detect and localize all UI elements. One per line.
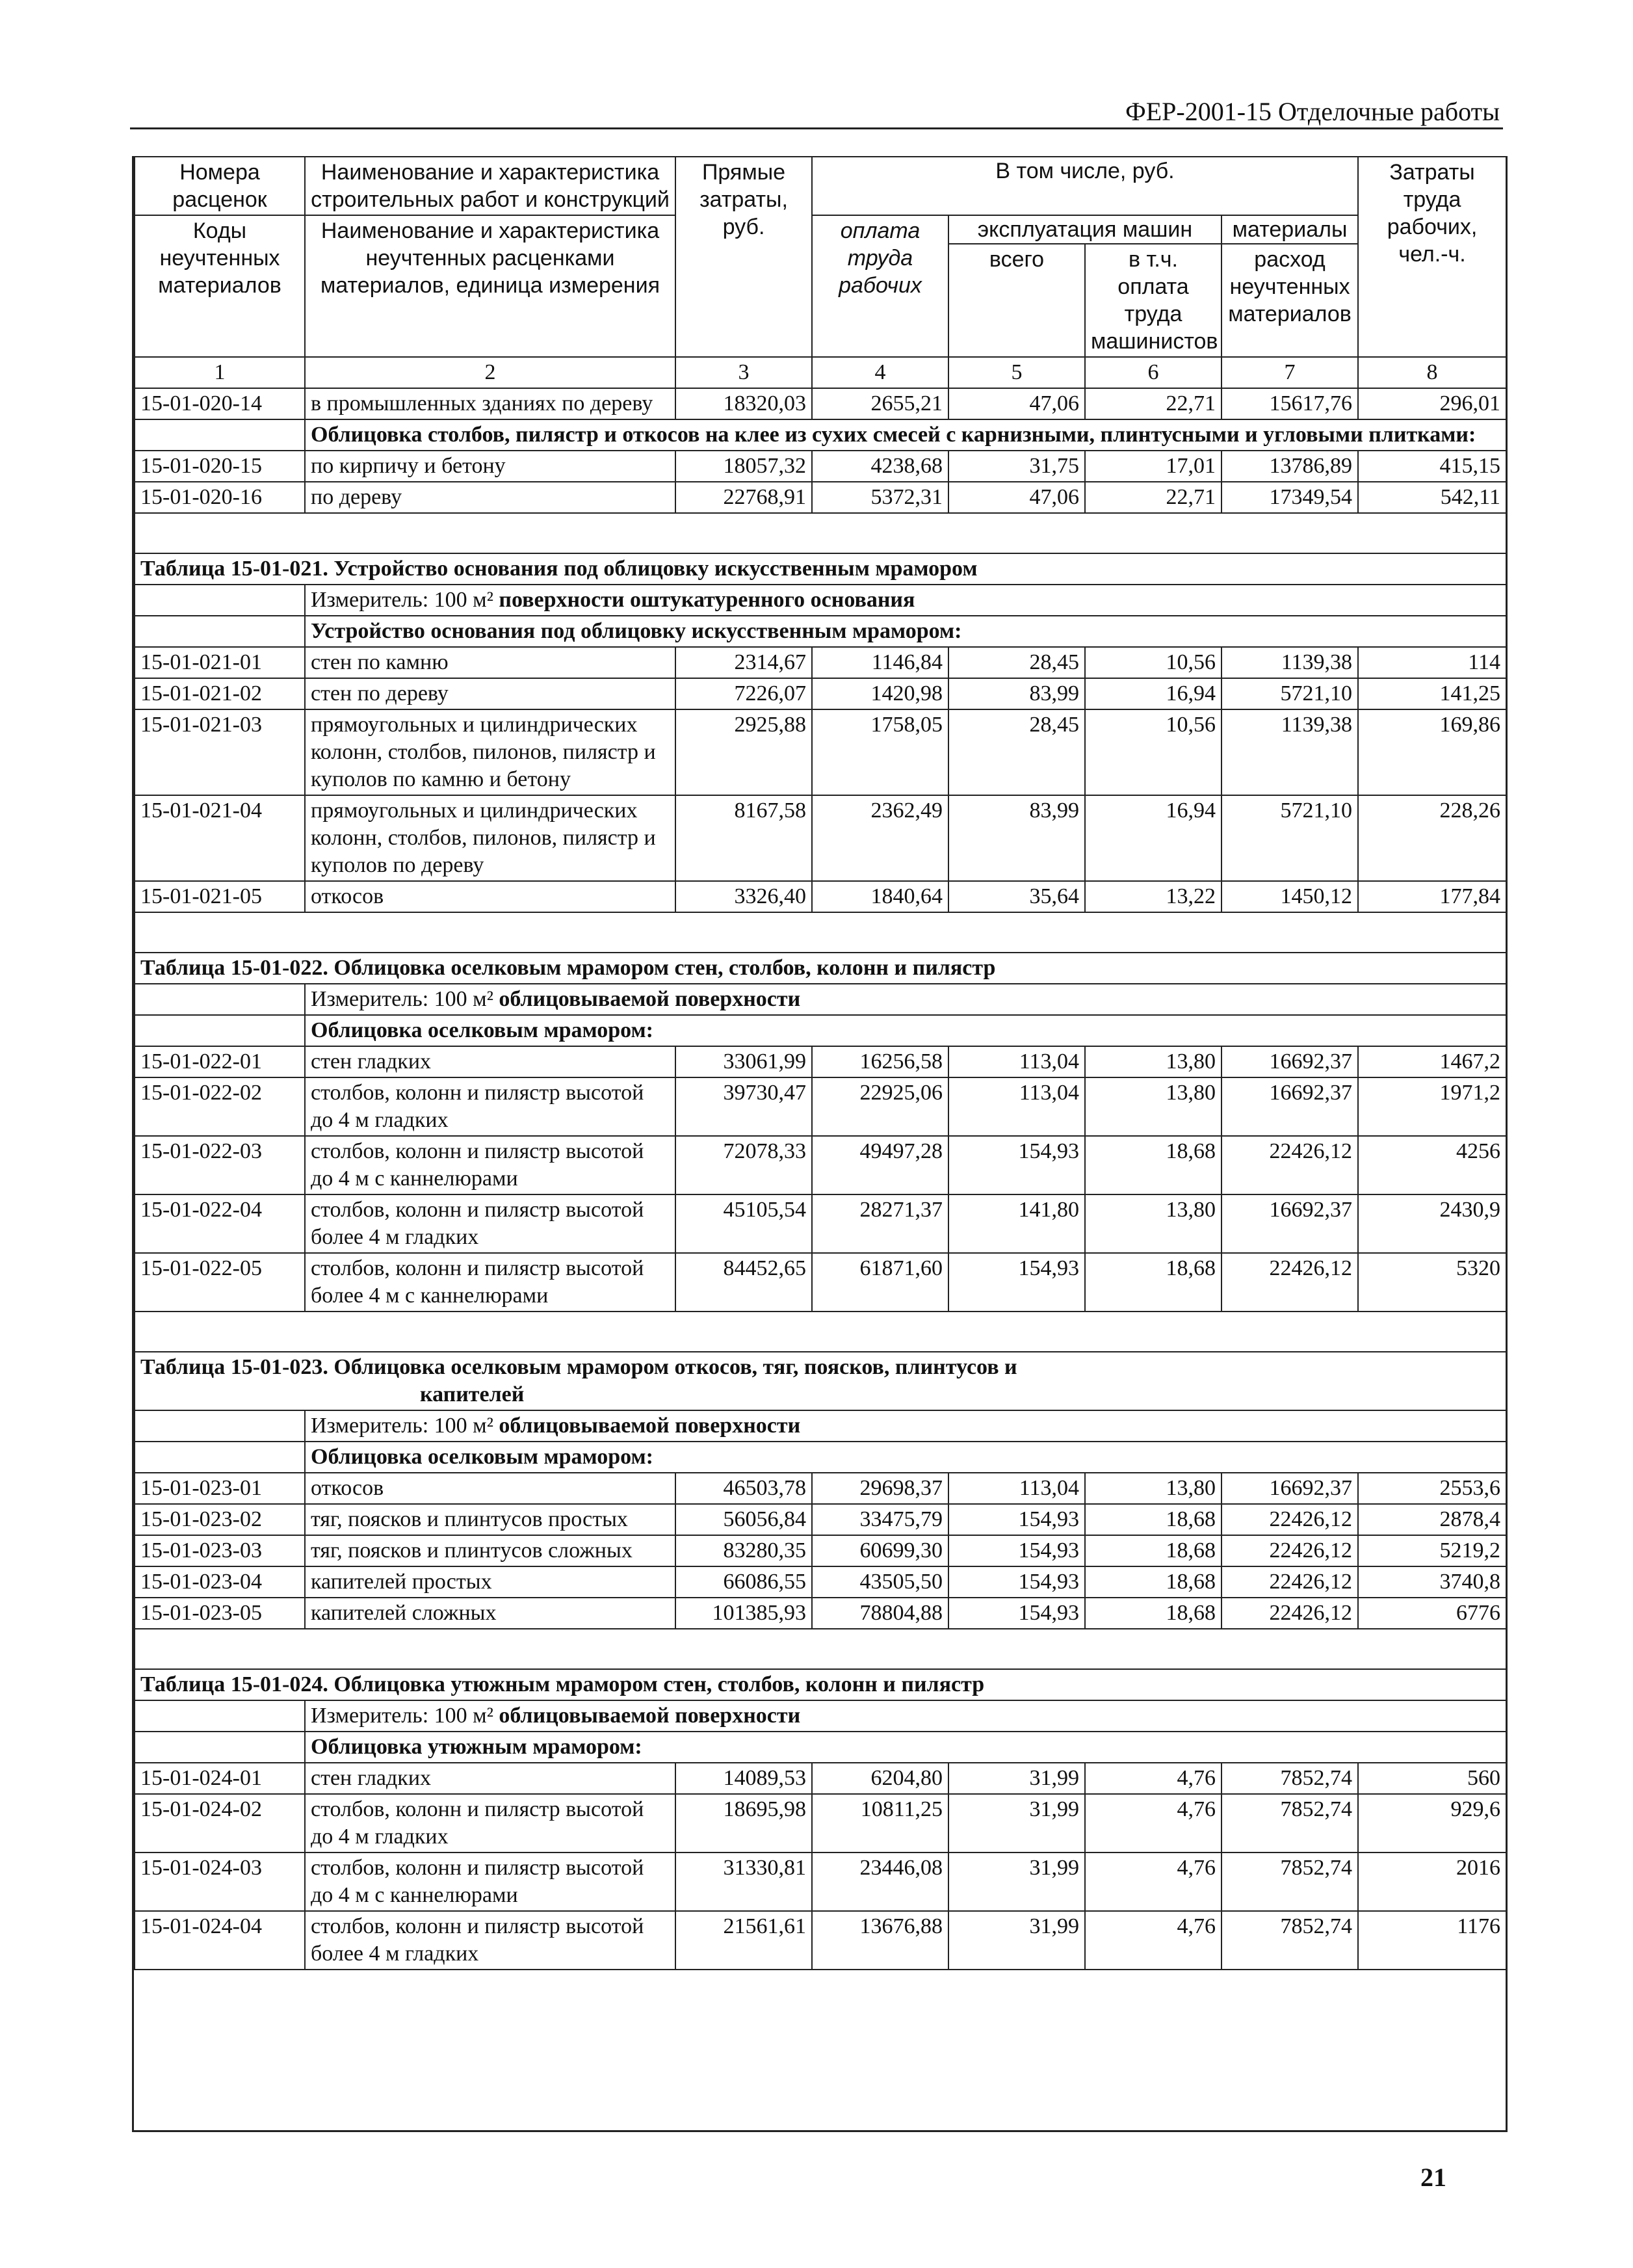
table-row xyxy=(135,1794,1506,1853)
machines-cost: 154,93 xyxy=(948,1598,1085,1629)
measure xyxy=(305,585,1506,616)
measure xyxy=(305,984,1506,1015)
measure-spacer xyxy=(135,984,305,1015)
rate-code: 15-01-021-04 xyxy=(135,795,305,881)
rate-code: 15-01-022-01 xyxy=(135,1046,305,1077)
operators-pay: 4,76 xyxy=(1085,1853,1221,1911)
rate-code: 15-01-022-05 xyxy=(135,1253,305,1312)
table-title-continuation: капителей xyxy=(420,1382,525,1406)
machines-cost: 28,45 xyxy=(948,709,1085,795)
header-col2-bottom: Наименование и характеристика неучтенных расценками материалов, единица измерения xyxy=(305,215,675,357)
labor-pay: 1758,05 xyxy=(812,709,948,795)
labor-hours: 6776 xyxy=(1358,1598,1506,1629)
price-table-container xyxy=(132,156,1508,2132)
measure-row xyxy=(135,585,1506,616)
labor-pay: 43505,50 xyxy=(812,1566,948,1598)
operators-pay: 18,68 xyxy=(1085,1598,1221,1629)
group-label: Облицовка столбов, пилястр и откосов на клее из сухих смесей с карнизными, плинтусными и угловыми плитками: xyxy=(305,419,1506,451)
table-title-row xyxy=(135,1669,1506,1700)
header-including: В том числе, руб. xyxy=(812,157,1358,215)
operators-pay: 13,80 xyxy=(1085,1077,1221,1136)
group-label: Облицовка оселковым мрамором: xyxy=(305,1442,1506,1473)
measure-label: Измеритель: 100 м² xyxy=(311,1704,499,1728)
work-description: тяг, поясков и плинтусов сложных xyxy=(305,1535,675,1566)
header-row-sub xyxy=(135,215,1506,244)
direct-costs: 2314,67 xyxy=(675,647,812,678)
operators-pay: 13,80 xyxy=(1085,1473,1221,1504)
operators-pay: 13,22 xyxy=(1085,881,1221,912)
rate-code: 15-01-022-04 xyxy=(135,1194,305,1253)
labor-hours: 929,6 xyxy=(1358,1794,1506,1853)
direct-costs: 18057,32 xyxy=(675,451,812,482)
header-col1-bottom: Коды неучтенных материалов xyxy=(135,215,305,357)
materials-cost: 17349,54 xyxy=(1221,482,1358,513)
header-machines-total: всего xyxy=(948,244,1085,357)
header-machines: эксплуатация машин xyxy=(948,215,1221,244)
machines-cost: 113,04 xyxy=(948,1077,1085,1136)
materials-cost: 22426,12 xyxy=(1221,1535,1358,1566)
header-index-row xyxy=(135,357,1506,388)
rate-code: 15-01-021-02 xyxy=(135,678,305,709)
table-row xyxy=(135,1253,1506,1312)
direct-costs: 83280,35 xyxy=(675,1535,812,1566)
work-description: столбов, колонн и пилястр высотой до 4 м с каннелюрами xyxy=(305,1853,675,1911)
labor-hours: 1467,2 xyxy=(1358,1046,1506,1077)
rate-code: 15-01-021-01 xyxy=(135,647,305,678)
table-row xyxy=(135,1853,1506,1911)
direct-costs: 2925,88 xyxy=(675,709,812,795)
measure-value: облицовываемой поверхности xyxy=(499,1414,801,1438)
table-gap xyxy=(135,1312,1506,1352)
labor-pay: 4238,68 xyxy=(812,451,948,482)
table-row xyxy=(135,1535,1506,1566)
materials-cost: 16692,37 xyxy=(1221,1077,1358,1136)
table-row xyxy=(135,1077,1506,1136)
materials-cost: 5721,10 xyxy=(1221,795,1358,881)
labor-pay: 49497,28 xyxy=(812,1136,948,1194)
labor-pay: 22925,06 xyxy=(812,1077,948,1136)
labor-pay: 5372,31 xyxy=(812,482,948,513)
labor-hours: 141,25 xyxy=(1358,678,1506,709)
labor-hours: 5320 xyxy=(1358,1253,1506,1312)
table-row xyxy=(135,1763,1506,1794)
materials-cost: 16692,37 xyxy=(1221,1473,1358,1504)
labor-hours: 1971,2 xyxy=(1358,1077,1506,1136)
price-table xyxy=(134,156,1507,1970)
group-label-spacer xyxy=(135,616,305,647)
operators-pay: 18,68 xyxy=(1085,1566,1221,1598)
work-description: капителей сложных xyxy=(305,1598,675,1629)
table-row xyxy=(135,1566,1506,1598)
rate-code: 15-01-023-01 xyxy=(135,1473,305,1504)
table-title: Таблица 15-01-021. Устройство основания под облицовку искусственным мрамором xyxy=(140,557,978,581)
direct-costs: 8167,58 xyxy=(675,795,812,881)
labor-hours: 169,86 xyxy=(1358,709,1506,795)
group-label: Устройство основания под облицовку искусственным мрамором: xyxy=(305,616,1506,647)
measure-spacer xyxy=(135,1410,305,1442)
table-gap xyxy=(135,912,1506,953)
measure-spacer xyxy=(135,1700,305,1732)
work-description: капителей простых xyxy=(305,1566,675,1598)
group-label: Облицовка утюжным мрамором: xyxy=(305,1732,1506,1763)
operators-pay: 4,76 xyxy=(1085,1763,1221,1794)
table-row xyxy=(135,647,1506,678)
labor-hours: 228,26 xyxy=(1358,795,1506,881)
measure-label: Измеритель: 100 м² xyxy=(311,987,499,1011)
direct-costs: 18695,98 xyxy=(675,1794,812,1853)
labor-pay: 29698,37 xyxy=(812,1473,948,1504)
table-gap-cell xyxy=(135,513,1506,553)
rate-code: 15-01-020-14 xyxy=(135,388,305,419)
rate-code: 15-01-020-16 xyxy=(135,482,305,513)
operators-pay: 18,68 xyxy=(1085,1504,1221,1535)
work-description: столбов, колонн и пилястр высотой более 4 м гладких xyxy=(305,1194,675,1253)
operators-pay: 4,76 xyxy=(1085,1794,1221,1853)
table-title-cell xyxy=(135,553,1506,585)
work-description: прямоугольных и цилиндрических колонн, столбов, пилонов, пилястр и куполов по камню и бетону xyxy=(305,709,675,795)
labor-pay: 1420,98 xyxy=(812,678,948,709)
work-description: тяг, поясков и плинтусов простых xyxy=(305,1504,675,1535)
measure-value: облицовываемой поверхности xyxy=(499,987,801,1011)
table-title: Таблица 15-01-022. Облицовка оселковым мрамором стен, столбов, колонн и пилястр xyxy=(140,956,996,980)
table-row xyxy=(135,709,1506,795)
table-row xyxy=(135,678,1506,709)
materials-cost: 1450,12 xyxy=(1221,881,1358,912)
machines-cost: 83,99 xyxy=(948,678,1085,709)
labor-pay: 1146,84 xyxy=(812,647,948,678)
header-materials: материалы xyxy=(1221,215,1358,244)
table-row xyxy=(135,451,1506,482)
machines-cost: 83,99 xyxy=(948,795,1085,881)
machines-cost: 113,04 xyxy=(948,1046,1085,1077)
materials-cost: 15617,76 xyxy=(1221,388,1358,419)
table-title-cell xyxy=(135,1352,1506,1410)
labor-hours: 2553,6 xyxy=(1358,1473,1506,1504)
direct-costs: 21561,61 xyxy=(675,1911,812,1970)
measure-value: поверхности оштукатуренного основания xyxy=(499,588,915,612)
labor-pay: 10811,25 xyxy=(812,1794,948,1853)
index-3: 3 xyxy=(675,357,812,388)
index-7: 7 xyxy=(1221,357,1358,388)
machines-cost: 47,06 xyxy=(948,482,1085,513)
direct-costs: 39730,47 xyxy=(675,1077,812,1136)
rate-code: 15-01-024-02 xyxy=(135,1794,305,1853)
direct-costs: 14089,53 xyxy=(675,1763,812,1794)
table-row xyxy=(135,1911,1506,1970)
work-description: прямоугольных и цилиндрических колонн, столбов, пилонов, пилястр и куполов по дереву xyxy=(305,795,675,881)
work-description: стен гладких xyxy=(305,1046,675,1077)
operators-pay: 18,68 xyxy=(1085,1136,1221,1194)
operators-pay: 13,80 xyxy=(1085,1194,1221,1253)
labor-hours: 114 xyxy=(1358,647,1506,678)
running-header: ФЕР-2001-15 Отделочные работы xyxy=(1125,97,1500,126)
header-unaccounted-materials: расход неучтенных материалов xyxy=(1221,244,1358,357)
table-gap-cell xyxy=(135,912,1506,953)
labor-hours: 2016 xyxy=(1358,1853,1506,1911)
index-5: 5 xyxy=(948,357,1085,388)
labor-pay: 33475,79 xyxy=(812,1504,948,1535)
table-title-row xyxy=(135,953,1506,984)
labor-pay: 2655,21 xyxy=(812,388,948,419)
header-rule xyxy=(130,127,1503,129)
machines-cost: 154,93 xyxy=(948,1535,1085,1566)
machines-cost: 31,99 xyxy=(948,1853,1085,1911)
labor-pay: 13676,88 xyxy=(812,1911,948,1970)
direct-costs: 101385,93 xyxy=(675,1598,812,1629)
materials-cost: 16692,37 xyxy=(1221,1194,1358,1253)
direct-costs: 18320,03 xyxy=(675,388,812,419)
machines-cost: 154,93 xyxy=(948,1253,1085,1312)
work-description: по кирпичу и бетону xyxy=(305,451,675,482)
work-description: столбов, колонн и пилястр высотой более 4 м с каннелюрами xyxy=(305,1253,675,1312)
table-row xyxy=(135,482,1506,513)
machines-cost: 31,75 xyxy=(948,451,1085,482)
rate-code: 15-01-024-04 xyxy=(135,1911,305,1970)
table-title-row xyxy=(135,553,1506,585)
table-gap-cell xyxy=(135,1312,1506,1352)
table-title-cell xyxy=(135,1669,1506,1700)
materials-cost: 7852,74 xyxy=(1221,1853,1358,1911)
group-label-spacer xyxy=(135,1442,305,1473)
work-description: стен по дереву xyxy=(305,678,675,709)
labor-pay: 1840,64 xyxy=(812,881,948,912)
materials-cost: 7852,74 xyxy=(1221,1911,1358,1970)
labor-hours: 2430,9 xyxy=(1358,1194,1506,1253)
measure xyxy=(305,1700,1506,1732)
labor-hours: 2878,4 xyxy=(1358,1504,1506,1535)
direct-costs: 72078,33 xyxy=(675,1136,812,1194)
machines-cost: 35,64 xyxy=(948,881,1085,912)
direct-costs: 7226,07 xyxy=(675,678,812,709)
operators-pay: 17,01 xyxy=(1085,451,1221,482)
labor-hours: 296,01 xyxy=(1358,388,1506,419)
direct-costs: 56056,84 xyxy=(675,1504,812,1535)
labor-pay: 61871,60 xyxy=(812,1253,948,1312)
index-4: 4 xyxy=(812,357,948,388)
machines-cost: 113,04 xyxy=(948,1473,1085,1504)
work-description: откосов xyxy=(305,1473,675,1504)
measure-row xyxy=(135,984,1506,1015)
group-label-row xyxy=(135,616,1506,647)
header-operators-pay: в т.ч. оплата труда машинистов xyxy=(1085,244,1221,357)
materials-cost: 22426,12 xyxy=(1221,1253,1358,1312)
labor-pay: 28271,37 xyxy=(812,1194,948,1253)
labor-hours: 4256 xyxy=(1358,1136,1506,1194)
labor-pay: 16256,58 xyxy=(812,1046,948,1077)
materials-cost: 22426,12 xyxy=(1221,1566,1358,1598)
table-title: Таблица 15-01-024. Облицовка утюжным мрамором стен, столбов, колонн и пилястр xyxy=(140,1672,985,1696)
table-row xyxy=(135,1504,1506,1535)
operators-pay: 18,68 xyxy=(1085,1253,1221,1312)
table-title-row xyxy=(135,1352,1506,1410)
direct-costs: 33061,99 xyxy=(675,1046,812,1077)
group-label-spacer xyxy=(135,1015,305,1046)
rate-code: 15-01-023-04 xyxy=(135,1566,305,1598)
table-row xyxy=(135,1194,1506,1253)
machines-cost: 31,99 xyxy=(948,1794,1085,1853)
measure-row xyxy=(135,1410,1506,1442)
group-label-row xyxy=(135,1732,1506,1763)
labor-hours: 5219,2 xyxy=(1358,1535,1506,1566)
operators-pay: 4,76 xyxy=(1085,1911,1221,1970)
table-gap xyxy=(135,1629,1506,1669)
group-label-spacer xyxy=(135,1732,305,1763)
machines-cost: 47,06 xyxy=(948,388,1085,419)
work-description: стен по камню xyxy=(305,647,675,678)
operators-pay: 22,71 xyxy=(1085,482,1221,513)
table-gap-cell xyxy=(135,1629,1506,1669)
materials-cost: 1139,38 xyxy=(1221,647,1358,678)
materials-cost: 22426,12 xyxy=(1221,1504,1358,1535)
operators-pay: 18,68 xyxy=(1085,1535,1221,1566)
rate-code: 15-01-024-03 xyxy=(135,1853,305,1911)
measure-label: Измеритель: 100 м² xyxy=(311,1414,499,1438)
labor-hours: 542,11 xyxy=(1358,482,1506,513)
machines-cost: 31,99 xyxy=(948,1911,1085,1970)
labor-pay: 60699,30 xyxy=(812,1535,948,1566)
direct-costs: 22768,91 xyxy=(675,482,812,513)
materials-cost: 7852,74 xyxy=(1221,1763,1358,1794)
direct-costs: 45105,54 xyxy=(675,1194,812,1253)
labor-hours: 560 xyxy=(1358,1763,1506,1794)
rate-code: 15-01-020-15 xyxy=(135,451,305,482)
group-label-row xyxy=(135,1015,1506,1046)
header-labor-pay: оплата труда рабочих xyxy=(812,215,948,357)
direct-costs: 31330,81 xyxy=(675,1853,812,1911)
work-description: по дереву xyxy=(305,482,675,513)
header-col1-top: Номера расценок xyxy=(135,157,305,215)
measure-spacer xyxy=(135,585,305,616)
index-8: 8 xyxy=(1358,357,1506,388)
labor-pay: 78804,88 xyxy=(812,1598,948,1629)
labor-pay: 23446,08 xyxy=(812,1853,948,1911)
direct-costs: 3326,40 xyxy=(675,881,812,912)
machines-cost: 154,93 xyxy=(948,1504,1085,1535)
materials-cost: 13786,89 xyxy=(1221,451,1358,482)
table-title: Таблица 15-01-023. Облицовка оселковым мрамором откосов, тяг, поясков, плинтусов и xyxy=(140,1355,1017,1379)
machines-cost: 154,93 xyxy=(948,1566,1085,1598)
rate-code: 15-01-024-01 xyxy=(135,1763,305,1794)
work-description: столбов, колонн и пилястр высотой более 4 м гладких xyxy=(305,1911,675,1970)
work-description: столбов, колонн и пилястр высотой до 4 м гладких xyxy=(305,1794,675,1853)
operators-pay: 16,94 xyxy=(1085,678,1221,709)
table-row xyxy=(135,881,1506,912)
rate-code: 15-01-021-05 xyxy=(135,881,305,912)
operators-pay: 16,94 xyxy=(1085,795,1221,881)
materials-cost: 1139,38 xyxy=(1221,709,1358,795)
measure xyxy=(305,1410,1506,1442)
direct-costs: 84452,65 xyxy=(675,1253,812,1312)
rate-code: 15-01-023-03 xyxy=(135,1535,305,1566)
group-label-row xyxy=(135,1442,1506,1473)
table-row xyxy=(135,1598,1506,1629)
labor-hours: 1176 xyxy=(1358,1911,1506,1970)
materials-cost: 5721,10 xyxy=(1221,678,1358,709)
operators-pay: 10,56 xyxy=(1085,709,1221,795)
table-gap xyxy=(135,513,1506,553)
index-1: 1 xyxy=(135,357,305,388)
labor-hours: 415,15 xyxy=(1358,451,1506,482)
header-row-top xyxy=(135,157,1506,215)
materials-cost: 7852,74 xyxy=(1221,1794,1358,1853)
header-labor-hours: Затраты труда рабочих, чел.-ч. xyxy=(1358,157,1506,357)
machines-cost: 154,93 xyxy=(948,1136,1085,1194)
table-title-cell xyxy=(135,953,1506,984)
operators-pay: 22,71 xyxy=(1085,388,1221,419)
table-row xyxy=(135,388,1506,419)
index-6: 6 xyxy=(1085,357,1221,388)
labor-hours: 177,84 xyxy=(1358,881,1506,912)
materials-cost: 16692,37 xyxy=(1221,1046,1358,1077)
operators-pay: 13,80 xyxy=(1085,1046,1221,1077)
work-description: в промышленных зданиях по дереву xyxy=(305,388,675,419)
direct-costs: 46503,78 xyxy=(675,1473,812,1504)
rate-code: 15-01-023-05 xyxy=(135,1598,305,1629)
rate-code: 15-01-022-02 xyxy=(135,1077,305,1136)
machines-cost: 141,80 xyxy=(948,1194,1085,1253)
group-label-spacer xyxy=(135,419,305,451)
work-description: стен гладких xyxy=(305,1763,675,1794)
header-direct-costs: Прямые затраты, руб. xyxy=(675,157,812,357)
table-row xyxy=(135,1473,1506,1504)
materials-cost: 22426,12 xyxy=(1221,1598,1358,1629)
table-row xyxy=(135,1046,1506,1077)
machines-cost: 28,45 xyxy=(948,647,1085,678)
group-label-row xyxy=(135,419,1506,451)
page-number: 21 xyxy=(1420,2163,1446,2192)
header-col2-top: Наименование и характеристика строительных работ и конструкций xyxy=(305,157,675,215)
measure-value: облицовываемой поверхности xyxy=(499,1704,801,1728)
work-description: столбов, колонн и пилястр высотой до 4 м с каннелюрами xyxy=(305,1136,675,1194)
rate-code: 15-01-022-03 xyxy=(135,1136,305,1194)
work-description: откосов xyxy=(305,881,675,912)
operators-pay: 10,56 xyxy=(1085,647,1221,678)
table-row xyxy=(135,795,1506,881)
labor-pay: 6204,80 xyxy=(812,1763,948,1794)
measure-row xyxy=(135,1700,1506,1732)
rate-code: 15-01-023-02 xyxy=(135,1504,305,1535)
index-2: 2 xyxy=(305,357,675,388)
labor-hours: 3740,8 xyxy=(1358,1566,1506,1598)
materials-cost: 22426,12 xyxy=(1221,1136,1358,1194)
measure-label: Измеритель: 100 м² xyxy=(311,588,499,612)
direct-costs: 66086,55 xyxy=(675,1566,812,1598)
machines-cost: 31,99 xyxy=(948,1763,1085,1794)
labor-pay: 2362,49 xyxy=(812,795,948,881)
work-description: столбов, колонн и пилястр высотой до 4 м гладких xyxy=(305,1077,675,1136)
table-row xyxy=(135,1136,1506,1194)
group-label: Облицовка оселковым мрамором: xyxy=(305,1015,1506,1046)
rate-code: 15-01-021-03 xyxy=(135,709,305,795)
